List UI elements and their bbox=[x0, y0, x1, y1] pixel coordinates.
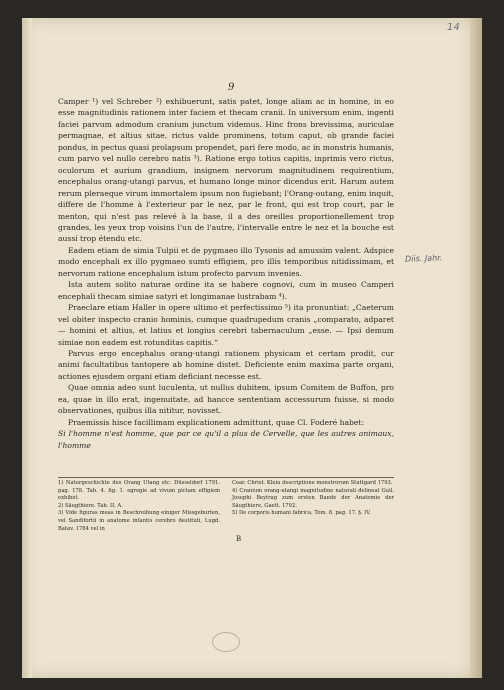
page-gutter bbox=[22, 18, 32, 678]
paragraph-1: Camper ¹) vel Schreber ²) exhibuerunt, satis patet, longe aliam ac in homine, in eo esse magnitudinis rationem inter faciem et thecam cranii. In universum enim, ingenti faciei parvum admodum cranium junctum videmus. Hinc frons brevissima, auriculae permagnae, et altius sitae, rictus valde prominens, totum caput, ob grande faciei pondus, in pectus quasi prolapsum propendet, pari fere modo, ac in monstris humanis, cum parvo vel nullo cerebro natis ³). Ratione ergo totius capitis, inprimis vero rictus, oculorum et aurium grandium, insignem nervorum magnitudinem requirentium, encephalus orang-utangi parvus, et humano longe minor dicendus erit. Harum autem rerum pleraeque virum immortalem ipsum non fugiebant; l'Orang-outang, enim inquit, differe de l'homme à l'exterieur par le nez, par le front, qui est trop court, par le menton, qui n'est pas relevé à la base, il a des oreilles proportionellement trop grandes, les yeux trop voisins l'un de l'autre, l'intervalle entre le nez et la bouche est aussi trop étendu etc. bbox=[58, 97, 394, 244]
library-stamp bbox=[212, 632, 240, 652]
paragraph-5: Parvus ergo encephalus orang-utangi rationem physicam et certam prodit, cur animi facultatibus tantopere ab homine distet. Deficiente enim maxima parte organi, actiones ejusdem organi etiam deficiant necesse est. bbox=[58, 348, 394, 381]
paragraph-4: Praeclare etiam Haller in opere ultimo et perfectissimo ⁵) ita pronuntiat: „Caeterum vel obiter inspecto cranio hominis, cumque quadrupedum cranis „comparato, adparet — homini et altius, et latius et longius cerebri tabernaculum „esse. — Ipsi demum simiae non eadem est rotunditas capitis.“ bbox=[58, 303, 394, 347]
footnote: 4) Cranium orang-utangi magnitudine naturali delineat Guil. Josephi Beytrag zum ersten Bande der Anatomie der Säugthiere, Gaett. 1792. bbox=[232, 487, 394, 509]
paragraph-3: Ista autem solito naturae ordine ita se habere cognovi, cum in museo Camperi encephali thecam simiae satyri et longimanae lustrabam ⁴). bbox=[58, 280, 394, 301]
page-number: 9 bbox=[228, 82, 235, 93]
paragraph-8: Si l'homme n'est homme, que par ce qu'il a plus de Cervelle, que les autres animaux, l'homme bbox=[58, 429, 394, 450]
footnote: 3) Vide figuras meas in Beschreibung einiger Missgeburten, vel Sandifortii in anatome infantis cerebro destituti, Lugd. Batav. 1784 vel in bbox=[58, 510, 220, 532]
paragraph-7: Praemissis hisce facillimam explicationem admittunt, quae Cl. Foderé habet: bbox=[68, 417, 365, 427]
footnote: Coar. Christ. Kleiu descriptione monstrorum Stuttgard 1793. bbox=[232, 480, 393, 486]
footnotes-left-column bbox=[58, 480, 220, 533]
body-text bbox=[58, 96, 394, 451]
footnotes-right-column bbox=[232, 480, 394, 533]
footnote: 1) Naturgeschichte des Orang Utang etc. Düsseldorf 1791. pag. 178. Tab. 4. fig. 1. egregie ad vivum pictam effigiem exhibet. bbox=[58, 480, 220, 502]
footnote-divider bbox=[58, 477, 394, 478]
footnote: 2) Säugthiere. Tab. II. A. bbox=[58, 502, 123, 509]
page-edge bbox=[470, 18, 482, 678]
signature-mark: B bbox=[236, 535, 242, 543]
paragraph-6: Quae omnia adeo sunt luculenta, ut nullus dubitem, ipsum Comitem de Buffon, pro ea, quae in illo erat, ingenuitate, ad hancce sententiam accessurum fuisse, si modo observationes, quibus illa nititur, novisset. bbox=[58, 383, 394, 416]
footnote: 5) De corporis humani fabrica, Tom. 8. pag. 17. §. IV. bbox=[232, 510, 371, 517]
folio-mark: 14 bbox=[447, 22, 460, 33]
paragraph-2: Eadem etiam de simia Tulpii et de pygmaeo illo Tysonis ad amussim valent. Adspice modo encephali ex illo pygmaeo sumti effigiem, pro illis temporibus nitidissimam, et nervorum ratione encephalum istum profecto parvum invenies. bbox=[58, 245, 394, 278]
handwritten-marginal-note: Diis. Jahr. bbox=[404, 253, 443, 264]
footnotes bbox=[58, 480, 394, 533]
